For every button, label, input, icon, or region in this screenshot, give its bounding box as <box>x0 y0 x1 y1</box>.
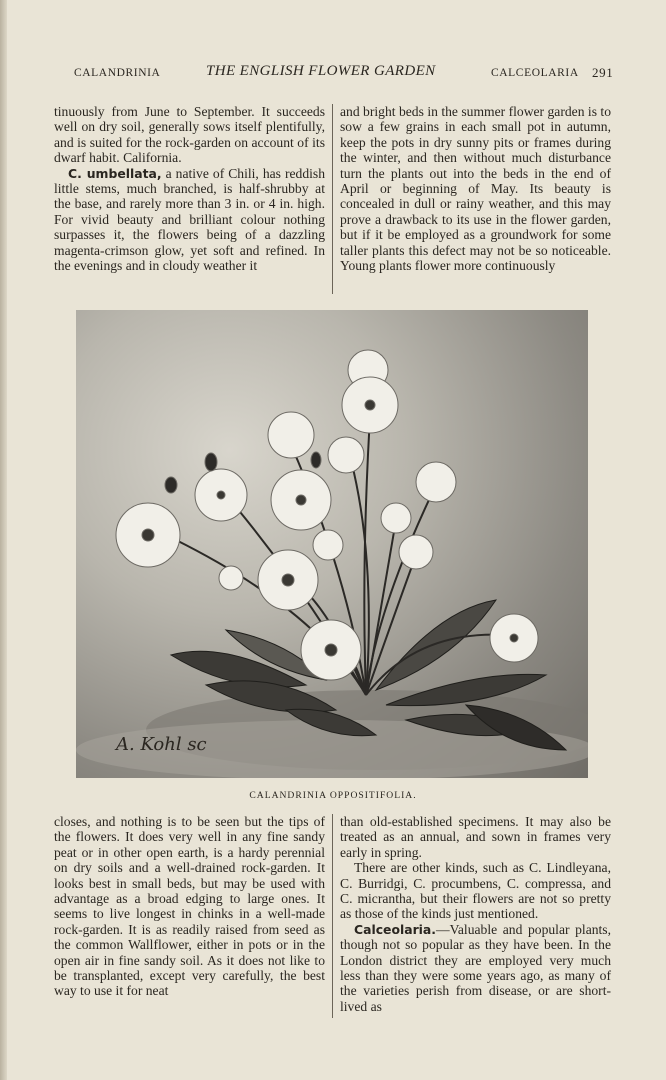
figure-caption: CALANDRINIA OPPOSITIFOLIA. <box>249 790 417 801</box>
running-head <box>54 64 612 84</box>
running-head-right: CALCEOLARIA <box>491 67 579 79</box>
paragraph: than old-established specimens. It may also be treated as an annual, and sown in frames very early in spring. <box>340 814 611 860</box>
flower-illustration <box>76 310 588 778</box>
text-column-top-left <box>54 104 325 273</box>
species-heading: C. umbellata, <box>68 165 162 181</box>
paragraph <box>54 166 325 274</box>
text-column-top-right <box>340 104 611 273</box>
text-column-bottom-left <box>54 814 325 999</box>
running-head-left: CALANDRINIA <box>74 67 161 79</box>
genus-heading: Calceolaria. <box>354 921 436 937</box>
paragraph: There are other kinds, such as C. Lindleyana, C. Burridgi, C. procumbens, C. compressa, and C. micrantha, but their flowers are not so pretty as those of the kinds just mentioned. <box>340 860 611 922</box>
paragraph-text: —Valuable and popular plants, though not so popular as they have been. In the London district they are employed very much less than they were some years ago, as many of the varieties perish from disease, or are short-lived as <box>340 921 611 1014</box>
paragraph: closes, and nothing is to be seen but the tips of the flowers. It does very well in any fine sandy peat or in other open earth, is a hardy perennial on dry soils and a well-drained rock-garden. It looks best in small beds, but may be used with advantage as a broad edging to large ones. It seems to live longest in chinks in a well-made rock-garden. It is as readily raised from seed as the common Wallflower, either in pots or in the open air in fine sandy soil. As it does not like to be transplanted, except very carefully, the best way to use it for neat <box>54 814 325 999</box>
paragraph-text: a native of Chili, has reddish little stems, much branched, is half-shrubby at the base, and rarely more than 3 in. or 4 in. high. For vivid beauty and brilliant colour nothing surpasses it, the flowers being of a dazzling magenta-crimson glow, yet soft and refined. In the evenings and in cloudy weather it <box>54 165 325 274</box>
column-divider <box>332 814 333 1018</box>
engraver-signature: A. Kohl sc <box>116 734 207 755</box>
paragraph <box>340 922 611 1014</box>
calandrinia-engraving <box>76 310 588 778</box>
paragraph: tinuously from June to September. It succeeds well on dry soil, generally sows itself plentifully, and is suited for the rock-garden on account of its dwarf habit. California. <box>54 104 325 166</box>
running-head-title: THE ENGLISH FLOWER GARDEN <box>206 63 436 79</box>
paragraph: and bright beds in the summer flower garden is to sow a few grains in each small pot in autumn, keep the pots in dry sunny pits or frames during the winter, and then without much disturbance turn the plants out into the beds in the end of April or beginning of May. Its beauty is concealed in dull or rainy weather, and this may prove a drawback to its use in the flower garden, but if it be employed as a groundwork for some taller plants this defect may not be so noticeable. Young plants flower more continuously <box>340 104 611 274</box>
text-column-bottom-right <box>340 814 611 1014</box>
page-number: 291 <box>592 65 614 80</box>
column-divider <box>332 104 333 294</box>
page-binding-edge <box>0 0 7 1080</box>
